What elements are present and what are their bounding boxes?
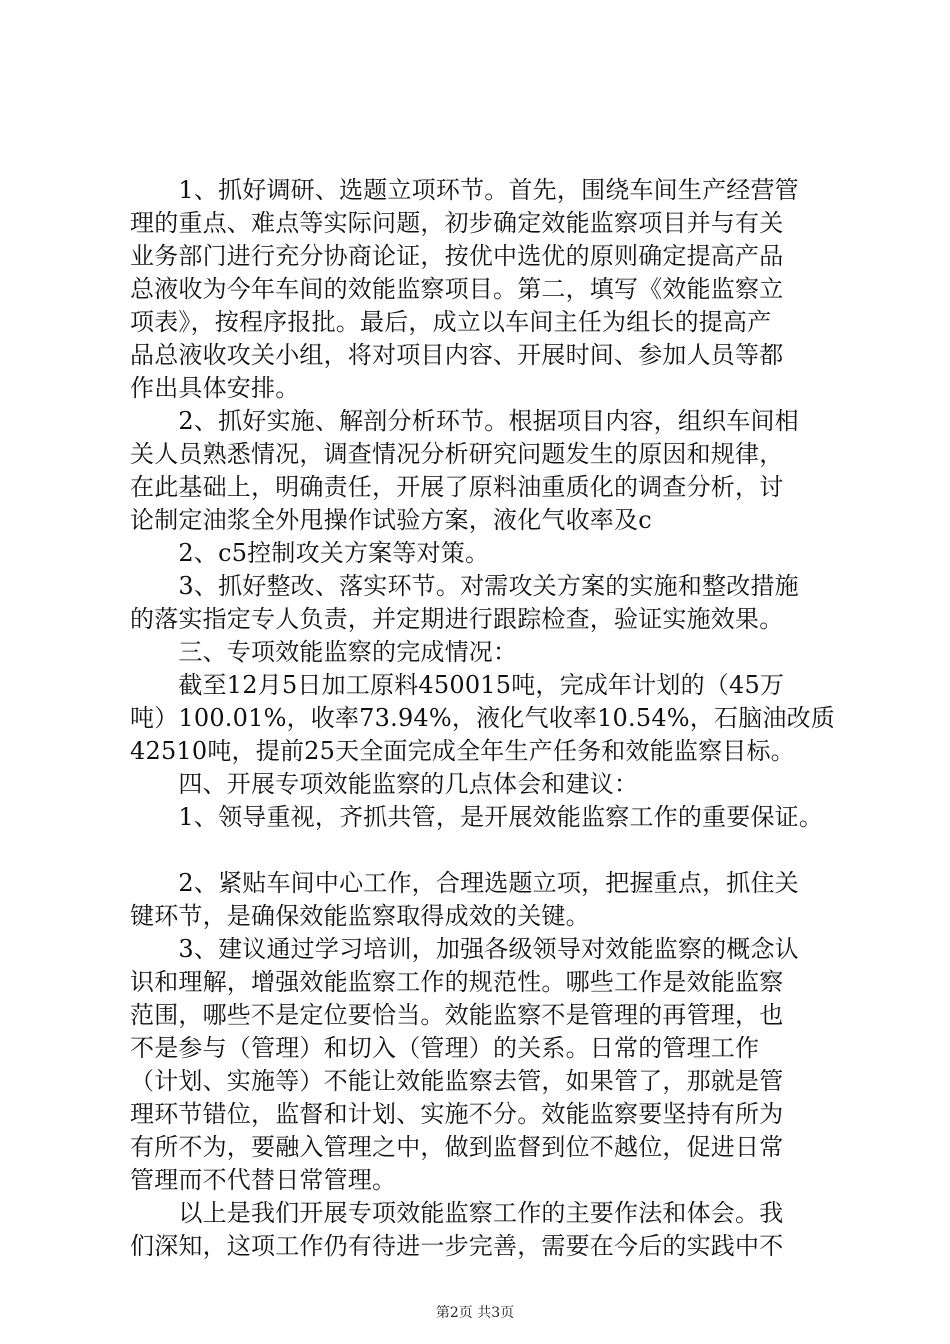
text-line: 2、紧贴车间中心工作，合理选题立项，把握重点，抓住关 xyxy=(130,869,799,897)
text-line: 识和理解，增强效能监察工作的规范性。哪些工作是效能监察 xyxy=(130,968,784,996)
blank-line xyxy=(130,834,830,867)
text-line: 们深知，这项工作仍有待进一步完善，需要在今后的实践中不 xyxy=(130,1232,784,1260)
text-line: 作出具体安排。 xyxy=(130,374,300,402)
text-line: 总液收为今年车间的效能监察项目。第二，填写《效能监察立 xyxy=(130,275,784,303)
text-line: 三、专项效能监察的完成情况： xyxy=(130,638,518,666)
text-line: 以上是我们开展专项效能监察工作的主要作法和体会。我 xyxy=(130,1199,784,1227)
text-line: 截至12月5日加工原料450015吨，完成年计划的（45万 xyxy=(130,671,785,699)
text-line: 关人员熟悉情况，调查情况分析研究问题发生的原因和规律， xyxy=(130,440,784,468)
page-footer: 第2页 共3页 xyxy=(435,1305,515,1321)
text-line: 1、抓好调研、选题立项环节。首先，围绕车间生产经营管 xyxy=(130,176,799,204)
text-line: 项表》，按程序报批。最后，成立以车间主任为组长的提高产 xyxy=(130,308,772,336)
text-line: 四、开展专项效能监察的几点体会和建议： xyxy=(130,770,639,798)
text-line: 不是参与（管理）和切入（管理）的关系。日常的管理工作 xyxy=(130,1034,760,1062)
text-line: 1、领导重视，齐抓共管，是开展效能监察工作的重要保证。 xyxy=(130,803,824,831)
text-line: 3、抓好整改、落实环节。对需攻关方案的实施和整改措施 xyxy=(130,572,799,600)
text-line: 键环节，是确保效能监察取得成效的关键。 xyxy=(130,902,590,930)
text-line: 理环节错位，监督和计划、实施不分。效能监察要坚持有所为 xyxy=(130,1100,784,1128)
text-line: 3、建议通过学习培训，加强各级领导对效能监察的概念认 xyxy=(130,935,799,963)
text-line: 有所不为，要融入管理之中，做到监督到位不越位，促进日常 xyxy=(130,1133,784,1161)
document-body xyxy=(130,174,836,1263)
text-line: （计划、实施等）不能让效能监察去管，如果管了，那就是管 xyxy=(130,1067,784,1095)
text-line: 的落实指定专人负责，并定期进行跟踪检查，验证实施效果。 xyxy=(130,605,784,633)
text-line: 吨）100.01%，收率73.94%，液化气收率10.54%，石脑油改质 xyxy=(130,704,836,732)
text-line: 论制定油浆全外甩操作试验方案，液化气收率及c xyxy=(130,506,652,534)
text-line: 2、c5控制攻关方案等对策。 xyxy=(130,539,490,567)
text-line: 品总液收攻关小组，将对项目内容、开展时间、参加人员等都 xyxy=(130,341,784,369)
text-line: 在此基础上，明确责任，开展了原料油重质化的调查分析，讨 xyxy=(130,473,784,501)
text-line: 理的重点、难点等实际问题，初步确定效能监察项目并与有关 xyxy=(130,209,784,237)
text-line: 管理而不代替日常管理。 xyxy=(130,1166,397,1194)
text-line: 业务部门进行充分协商论证，按优中选优的原则确定提高产品 xyxy=(130,242,784,270)
text-line: 42510吨，提前25天全面完成全年生产任务和效能监察目标。 xyxy=(130,737,795,765)
text-line: 范围，哪些不是定位要恰当。效能监察不是管理的再管理，也 xyxy=(130,1001,784,1029)
text-line: 2、抓好实施、解剖分析环节。根据项目内容，组织车间相 xyxy=(130,407,799,435)
